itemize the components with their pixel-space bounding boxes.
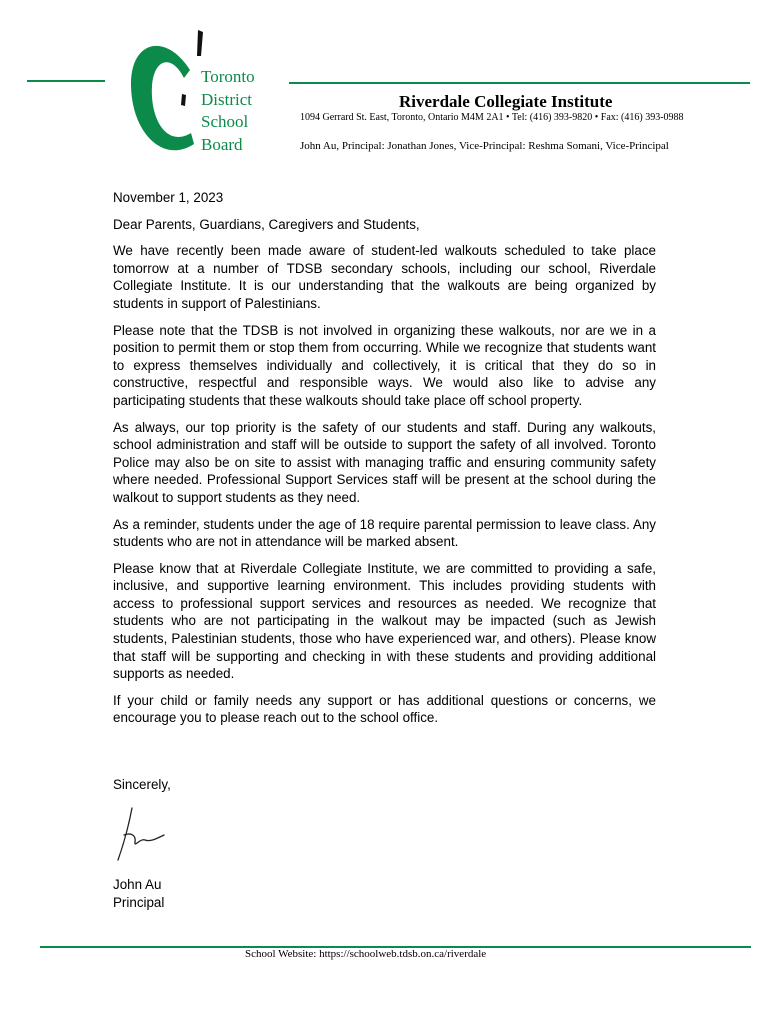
board-name-line: District: [201, 89, 252, 109]
header-rule-left: [27, 80, 105, 82]
board-name-line: Toronto: [201, 67, 255, 86]
letter-paragraph: As a reminder, students under the age of 18 require parental permission to leave class. Any students who are not in attendance will be marked absent.: [113, 516, 656, 550]
signer-title: Principal: [113, 894, 165, 910]
signer-block: [113, 876, 164, 911]
letter-paragraph: As always, our top priority is the safety of our students and staff. During any walkouts, school administration and staff will be outside to support the safety of all involved. Toronto Police may also be on site to assist with managing traffic and ensuring community safety where needed. Professional Support Services staff will be present at the school during the walkout to support students as they need.: [113, 419, 656, 505]
letter-closing: Sincerely,: [113, 777, 171, 792]
signer-name: John Au: [113, 877, 162, 892]
letter-paragraph: If your child or family needs any support or has additional questions or concerns, we encourage you to please reach out to the school office.: [113, 692, 656, 726]
letter-date: November 1, 2023: [113, 190, 224, 205]
handwritten-signature-icon: [112, 802, 184, 868]
school-address: 1094 Gerrard St. East, Toronto, Ontario M4M 2A1 • Tel: (416) 393-9820 • Fax: (416) 393-0988: [300, 112, 684, 123]
letter-paragraph: Please know that at Riverdale Collegiate Institute, we are committed to providing a safe, inclusive, and supportive learning environment. This includes providing students with access to professional support services and resources as needed. We recognize that students who are not participating in the walkout may be impacted (such as Jewish students, Palestinian students, those who have experienced war, and others). Please know that staff will be supporting and checking in with these students and providing additional supports as needed.: [113, 560, 656, 682]
letter-paragraph: We have recently been made aware of student-led walkouts scheduled to take place tomorrow at a number of TDSB secondary schools, including our school, Riverdale Collegiate Institute. It is our understanding that the walkouts are being organized by students in support of Palestinians.: [113, 243, 656, 311]
board-name-line: School: [201, 112, 249, 131]
footer-website: School Website: https://schoolweb.tdsb.on.ca/riverdale: [245, 948, 487, 960]
board-name-line: Board: [201, 134, 243, 154]
header-rule-right: [289, 82, 750, 84]
school-name: Riverdale Collegiate Institute: [399, 92, 613, 111]
letter-body: [113, 189, 656, 736]
apple-logo-icon: [128, 26, 208, 156]
letter-paragraph: Please note that the TDSB is not involved in organizing these walkouts, nor are we in a position to permit them or stop them from occurring. While we recognize that students want to express themselves individually and collectively, it is critical that they do so in constructive, respectful and responsible ways. We would also like to advise any participating students that these walkouts should take place off school property.: [113, 322, 656, 408]
school-staff-line: John Au, Principal: Jonathan Jones, Vice-Principal: Reshma Somani, Vice-Principal: [300, 140, 669, 152]
board-name: [201, 66, 255, 156]
letter-salutation: Dear Parents, Guardians, Caregivers and Students,: [113, 216, 420, 232]
